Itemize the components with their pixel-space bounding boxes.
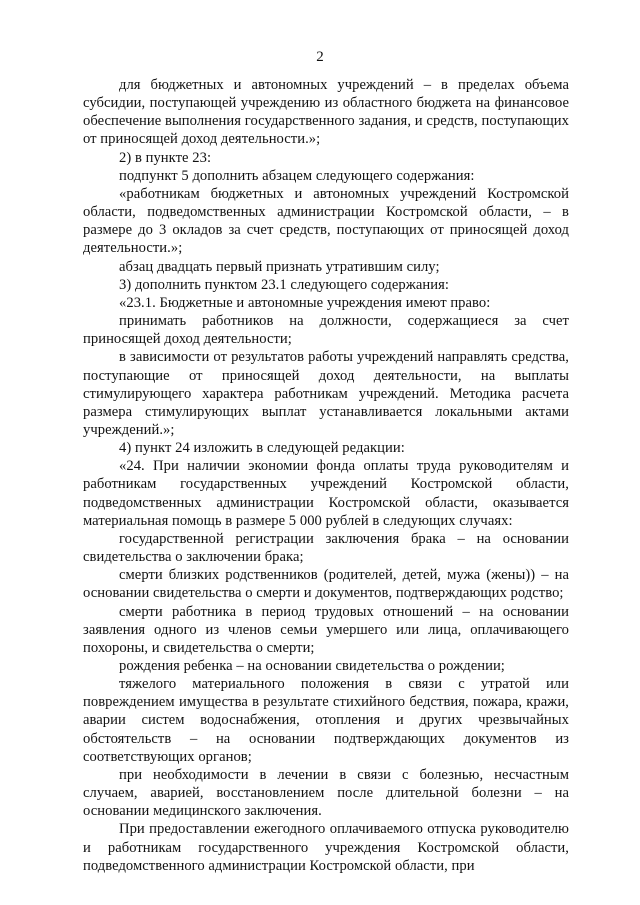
paragraph: государственной регистрации заключения брака – на основании свидетельства о заключении брака; — [83, 530, 569, 566]
paragraph: смерти близких родственников (родителей, детей, мужа (жены)) – на основании свидетельства о смерти и документов, подтверждающих родство; — [83, 567, 569, 602]
document-body — [83, 76, 569, 875]
paragraph: смерти работника в период трудовых отношений – на основании заявления одного из членов семьи умершего или лица, оплачивающего похороны, и свидетельства о смерти; — [83, 603, 569, 656]
paragraph: 3) дополнить пунктом 23.1 следующего содержания: — [119, 276, 449, 293]
paragraph: «23.1. Бюджетные и автономные учреждения имеют право: — [119, 294, 491, 311]
page-number: 2 — [316, 49, 324, 65]
paragraph: При предоставлении ежегодного оплачиваемого отпуска руководителю и работникам государственного учреждения Костромской области, подведомственного администрации Костромской области, при — [83, 821, 569, 874]
paragraph: тяжелого материального положения в связи с утратой или повреждением имущества в результате стихийного бедствия, пожара, кражи, аварии систем водоснабжения, отопления и других чрезвычайных обстоятельств – на основании подтверждающих документов из соответствующих органов; — [83, 676, 569, 765]
paragraph: «24. При наличии экономии фонда оплаты труда руководителям и работникам государственных учреждений Костромской области, подведомственных администрации Костромской области, оказывается материальная помощь в размере 5 000 рублей в следующих случаях: — [83, 458, 569, 529]
paragraph: 2) в пункте 23: — [119, 149, 212, 166]
paragraph: для бюджетных и автономных учреждений – в пределах объема субсидии, поступающей учреждению из областного бюджета на финансовое обеспечение выполнения государственного задания, и средств, поступающих от приносящей доход деятельности.»; — [83, 77, 569, 148]
paragraph: в зависимости от результатов работы учреждений направлять средства, поступающие от приносящей доход деятельности, на выплаты стимулирующего характера работникам учреждений. Методика расчета размера стимулирующих выплат устанавливается локальными актами учреждений.»; — [83, 349, 569, 438]
paragraph: абзац двадцать первый признать утратившим силу; — [119, 258, 440, 275]
paragraph: принимать работников на должности, содержащиеся за счет приносящей доход деятельности; — [83, 313, 569, 348]
paragraph: при необходимости в лечении в связи с болезнью, несчастным случаем, аварией, восстановлением после длительной болезни – на основании медицинского заключения. — [83, 766, 569, 820]
paragraph: 4) пункт 24 изложить в следующей редакции: — [119, 440, 405, 457]
paragraph: рождения ребенка – на основании свидетельства о рождении; — [119, 658, 505, 674]
paragraph: «работникам бюджетных и автономных учреждений Костромской области, подведомственных администрации Костромской области, – в размере до 3 окладов за счет средств, поступающих от приносящей доход деятельности.»; — [83, 185, 569, 257]
paragraph: подпункт 5 дополнить абзацем следующего содержания: — [119, 167, 475, 184]
